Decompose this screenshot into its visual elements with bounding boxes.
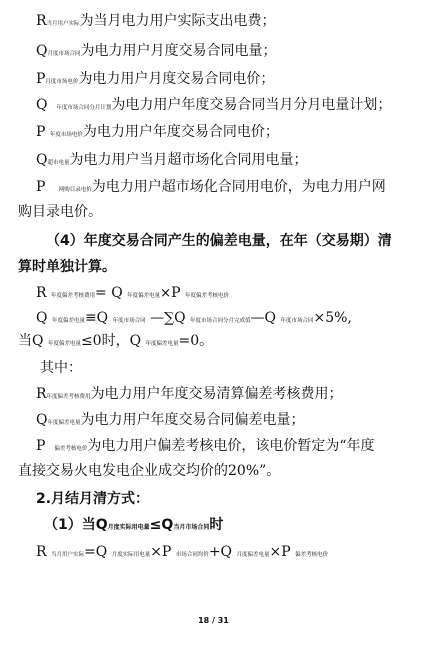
definition-p-deviation-price bbox=[36, 437, 375, 458]
subscript: 当月市场合同 bbox=[173, 524, 210, 531]
formula-condition bbox=[18, 332, 213, 353]
subscript: 年度偏差电量 bbox=[47, 341, 81, 347]
where-label bbox=[40, 359, 82, 377]
subscript: 年度市场合同分月计划 bbox=[56, 105, 112, 111]
heading-text: 算时单独计算。 bbox=[18, 259, 116, 275]
symbol: R bbox=[36, 544, 47, 560]
text: ≤0时，Q bbox=[80, 333, 142, 349]
definition-q-annual-plan bbox=[36, 96, 391, 117]
formula-annual-deviation-fee bbox=[36, 284, 229, 305]
operator: = bbox=[95, 285, 107, 301]
subscript: 偏差考核电价 bbox=[54, 446, 88, 452]
formula-monthly-actual-fee bbox=[36, 543, 328, 564]
symbol: Q bbox=[36, 43, 48, 59]
subscript: 年度偏差考核电价 bbox=[184, 293, 229, 299]
symbol: P bbox=[36, 438, 46, 454]
definition-text: 为电力用户月度交易合同电量； bbox=[80, 43, 277, 59]
text: ≤Q bbox=[149, 517, 174, 533]
definition-p-monthly-price bbox=[36, 70, 274, 91]
subscript: 年度偏差电量 bbox=[51, 318, 85, 324]
definition-text: 为当月电力用户实际支出电费； bbox=[79, 13, 276, 29]
operator: ×P bbox=[150, 544, 172, 560]
heading-text: 2.月结月清方式： bbox=[36, 491, 150, 507]
symbol: P bbox=[36, 124, 46, 140]
definition-text: 购目录电价。 bbox=[18, 204, 102, 220]
symbol: P bbox=[171, 285, 181, 301]
symbol: R bbox=[36, 386, 47, 402]
operator: =Q bbox=[84, 544, 108, 560]
subscript: 年度偏差考核费用 bbox=[51, 293, 96, 299]
definition-r-actual bbox=[36, 12, 276, 33]
definition-text: 直接交易火电发电企业成交均价的20%”。 bbox=[18, 463, 281, 479]
section-heading-annual-deviation-cont bbox=[18, 258, 116, 276]
subscript: 年度偏差电量 bbox=[127, 293, 161, 299]
subscript: 月度实际用电量 bbox=[107, 524, 150, 531]
subscript: 月度偏差电量 bbox=[236, 552, 270, 558]
definition-text: 为电力用户超市场化合同用电价，为电力用户网 bbox=[91, 179, 386, 195]
definition-text: 为电力用户年度交易合同偏差电量； bbox=[80, 412, 305, 428]
symbol: R bbox=[36, 13, 47, 29]
symbol: Q bbox=[111, 285, 123, 301]
definition-p-deviation-price-cont bbox=[18, 462, 280, 480]
text: 时 bbox=[209, 517, 224, 533]
text: 其中： bbox=[40, 360, 82, 376]
subscript: 月度市场合同 bbox=[47, 51, 81, 57]
definition-r-annual-fee bbox=[36, 385, 343, 406]
subscript: 当月用户实际 bbox=[46, 21, 80, 27]
operator: ×5%, bbox=[313, 310, 352, 326]
section-heading-annual-deviation bbox=[46, 232, 392, 250]
definition-text: 为电力用户年度交易合同当月分月电量计划； bbox=[111, 97, 392, 113]
definition-text: 为电力用户年度交易合同电价； bbox=[82, 124, 279, 140]
symbol: Q bbox=[36, 412, 48, 428]
formula-annual-deviation-quantity bbox=[36, 309, 352, 330]
subscript: 年度市场电价 bbox=[49, 132, 83, 138]
subscript: 超市电量 bbox=[47, 160, 70, 166]
symbol: Q bbox=[36, 97, 48, 113]
definition-q-annual-deviation bbox=[36, 411, 305, 432]
subscript: 年度市场合同分月完成值 bbox=[190, 318, 251, 324]
text: （1）当Q bbox=[44, 517, 108, 533]
operator: —Q bbox=[250, 310, 277, 326]
symbol: R bbox=[36, 285, 47, 301]
operator: ∑Q bbox=[164, 310, 186, 326]
page-number: 18 / 31 bbox=[198, 616, 229, 625]
symbol: Q bbox=[36, 310, 48, 326]
operator: — bbox=[150, 310, 165, 326]
operator: ×P bbox=[269, 544, 291, 560]
section-heading-monthly-settlement bbox=[36, 490, 149, 508]
symbol: P bbox=[36, 179, 46, 195]
subscript: 年度偏差电量 bbox=[145, 341, 179, 347]
subscript: 网购目录电价 bbox=[58, 187, 92, 193]
definition-text: 为电力用户偏差考核电价，该电价暂定为“年度 bbox=[87, 438, 375, 454]
definition-p-annual-price bbox=[36, 123, 279, 144]
definition-p-catalog-price-cont bbox=[18, 203, 102, 221]
definition-text: 为电力用户月度交易合同电价； bbox=[78, 71, 275, 87]
subscript: 年度市场合同 bbox=[112, 318, 146, 324]
subscript: 市场合同均价 bbox=[175, 552, 209, 558]
subscript: 年度市场合同 bbox=[280, 318, 314, 324]
subsection-heading-condition-1 bbox=[44, 516, 223, 537]
definition-p-catalog-price bbox=[36, 178, 386, 199]
heading-text: （4）年度交易合同产生的偏差电量，在年（交易期）清 bbox=[46, 233, 392, 249]
text: =0。 bbox=[178, 333, 214, 349]
symbol: P bbox=[36, 71, 46, 87]
operator: × bbox=[160, 286, 172, 301]
definition-q-monthly-contract bbox=[36, 42, 277, 63]
subscript: 偏差考核电价 bbox=[295, 552, 329, 558]
definition-q-over-market bbox=[36, 151, 308, 172]
definition-text: 为电力用户当月超市场化合同用电量； bbox=[69, 152, 308, 168]
subscript: 年度偏差电量 bbox=[47, 420, 81, 426]
operator: +Q bbox=[208, 544, 233, 560]
symbol: Q bbox=[36, 152, 48, 168]
operator: ≡Q bbox=[84, 310, 109, 326]
subscript: 年度偏差考核费用 bbox=[46, 394, 91, 400]
subscript: 当月用户实际 bbox=[51, 552, 85, 558]
subscript: 月度市场电价 bbox=[45, 79, 79, 85]
text: 当Q bbox=[18, 333, 44, 349]
subscript: 月度实际用电量 bbox=[111, 552, 151, 558]
definition-text: 为电力用户年度交易清算偏差考核费用； bbox=[90, 386, 343, 402]
